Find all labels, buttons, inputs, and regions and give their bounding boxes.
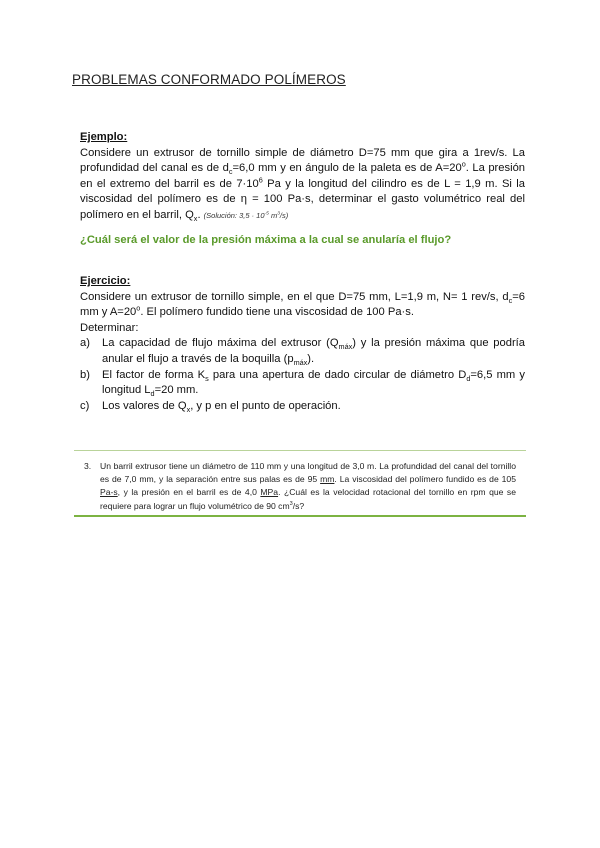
ejemplo-question: ¿Cuál será el valor de la presión máxima a la cual se anularía el flujo?: [80, 234, 452, 246]
problem-number: 3.: [84, 461, 92, 471]
list-item: c) Los valores de $Q_x$, y p en el punto de operación.: [80, 399, 341, 414]
solution-note: (Solución: $3,5 \cdot 10^{-5}$ $m^3/s$): [203, 210, 289, 220]
list-item: a) La capacidad de flujo máxima del extrusor $(Q_{máx})$ y la presión máxima que podría anular el flujo a través de la boquilla $(p_{máx})$.: [80, 337, 525, 368]
problem-3: [84, 460, 516, 513]
ejemplo-text: Considere un extrusor de tornillo simple de diámetro D=75 mm que gira a 1rev/s. La profundidad del canal es de $d_c=6,0$ mm y en ángulo de la paleta es de $A=20^o$. La presión en el extremo del barril es de $7\cdot 10^6$ Pa y la longitud del cilindro es de L = 1,9 m. Si la viscosidad del polímero es de η = 100 Pa·s, determinar el gasto volumétrico real del polímero en el barril, $Q_x$. (Solución: $3,5 \cdot 10^{-5}$ $m^3/s$): [80, 146, 526, 224]
ejercicio-list: [80, 336, 525, 414]
page-title: PROBLEMAS CONFORMADO POLÍMEROS: [72, 72, 346, 87]
ejercicio-heading: Ejercicio:: [80, 275, 131, 287]
ejercicio-section: [80, 274, 525, 414]
list-item: b) El factor de forma $K_s$ para una apertura de dado circular de diámetro $D_d=6,5$ mm y longitud $L_d=20$ mm.: [80, 368, 525, 399]
ejemplo-heading: Ejemplo:: [80, 131, 128, 143]
ejercicio-text: Considere un extrusor de tornillo simple, en el que D=75 mm, L=1,9 m, N= 1 rev/s, $d_c=6$ mm y $A=20^o$. El polímero fundido tiene una viscosidad de 100 Pa·s.: [80, 290, 525, 319]
ejemplo-section: [80, 130, 525, 224]
determinar-label: Determinar:: [80, 321, 139, 334]
problem-3-text: Un barril extrusor tiene un diámetro de 110 mm y una longitud de 3,0 m. La profundidad del canal del tornillo es de 7,0 mm, y la separación entre sus palas es de 95 mm. La viscosidad del polímero fundido es de 105 Pa-s, y la presión en el barril es de 4,0 MPa. ¿Cuál es la velocidad rotacional del tornillo en rpm que se requiere para lograr un flujo volumétrico de 90 $cm^3/s$?: [100, 461, 517, 511]
